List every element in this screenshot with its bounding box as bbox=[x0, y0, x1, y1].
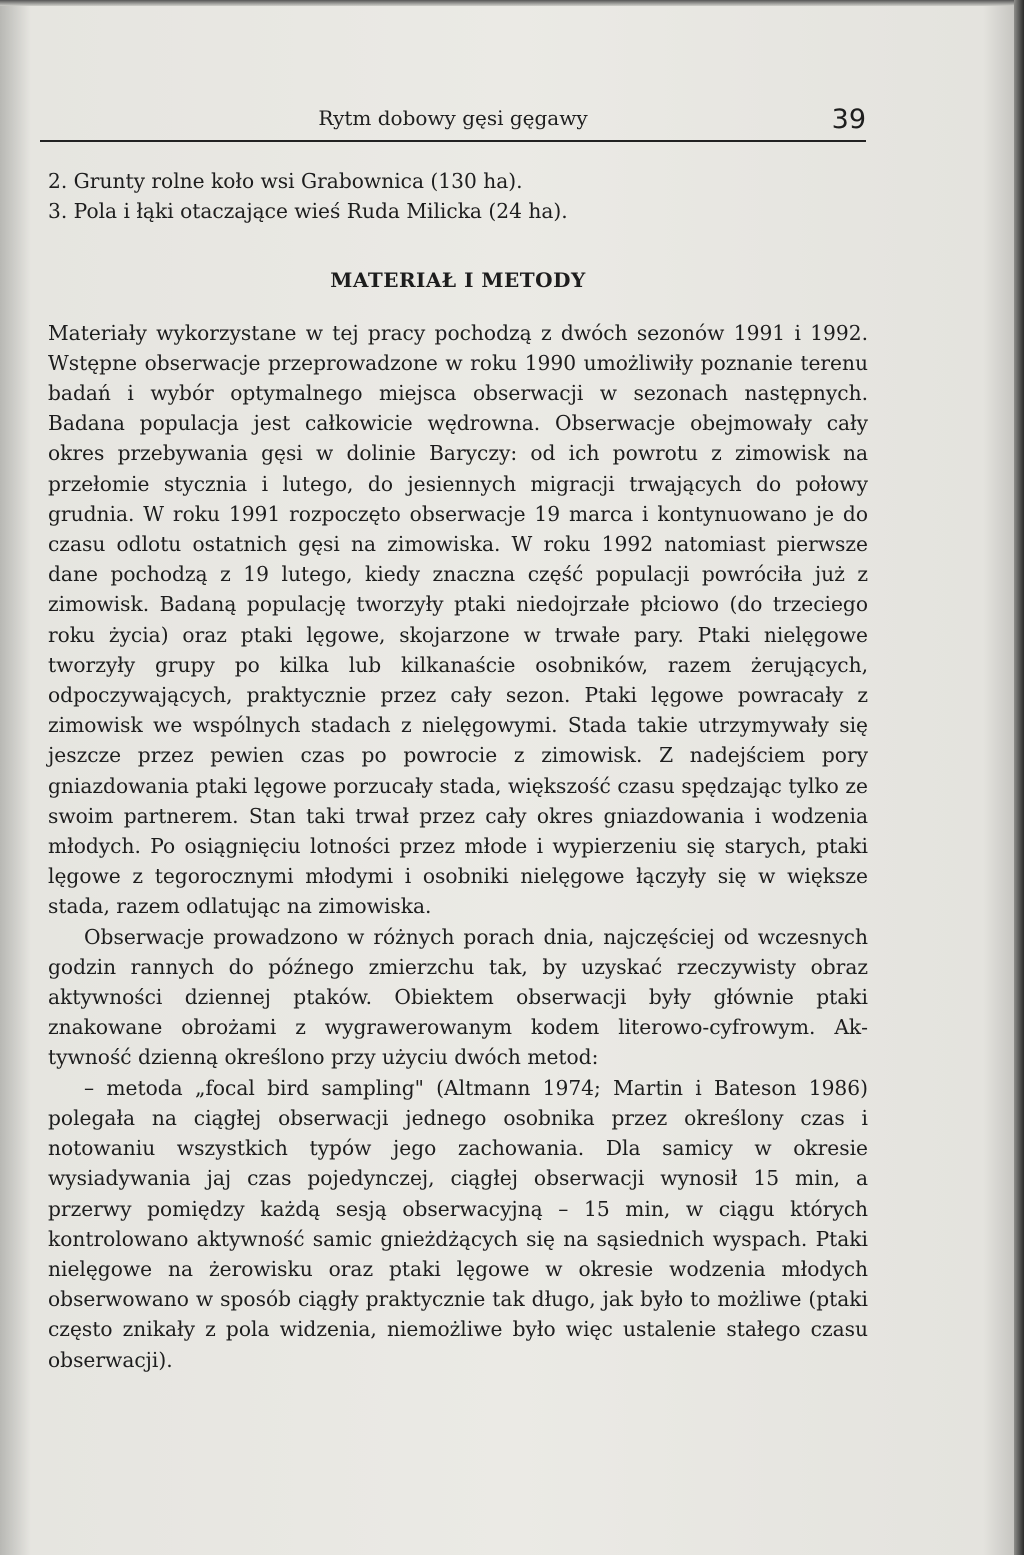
list-item: 3. Pola i łąki otaczające wieś Ruda Milicka (24 ha). bbox=[48, 199, 568, 224]
paragraph-materials: Materiały wykorzystane w tej pracy pochodzą z dwóch sezonów 1991 i 1992. Wstępne obserwacje przeprowadzone w roku 1990 umożliwiły poznanie terenu badań i wybór optymalnego miejsca obserwacji w sezonach następnych. Badana populacja jest całkowicie wędrowna. Obserwacje obejmowały cały okres przebywania gęsi w dolinie Baryczy: od ich powrotu z zimowisk na przełomie stycznia i lutego, do jesiennych migracji trwających do połowy grudnia. W roku 1991 rozpoczęto obserwacje 19 marca i kontynuowano je do czasu odlotu ostatnich gęsi na zimowiska. W roku 1992 natomiast pierwsze dane pochodzą z 19 lutego, kiedy znaczna część populacji powróciła już z zimowisk. Badaną populację tworzyły ptaki niedojrzałe płciowo (do trzeciego roku życia) oraz ptaki lęgowe, skojarzone w trwałe pary. Ptaki nielęgowe tworzyły grupy po kilka lub kilkanaście osobników, razem żerujących, odpoczywających, praktycznie przez cały sezon. Ptaki lęgowe powracały z zimowisk we wspólnych stadach z nielęgowymi. Stada takie utrzymywały się jeszcze przez pewien czas po powrocie z zimowisk. Z nadejściem pory gniazdowania ptaki lęgowe porzucały stada, większość czasu spędzając tylko ze swoim partnerem. Stan taki trwał przez cały okres gniazdowania i wodzenia młodych. Po osiągnięciu lotności przez młode i wypierzeniu się starych, ptaki lęgowe z tegorocznymi młodymi i osobniki nielęgowe łączyły się w większe stada, razem odlatując na zimowiska. bbox=[48, 320, 868, 919]
paragraph-focal-bird-method: – metoda „focal bird sampling" (Altmann 1974; Martin i Bateson 1986) polegała na ciągłej obserwacji jednego osobnika przez określony czas i notowaniu wszystkich typów jego zachowania. Dla samicy w okresie wysiadywania jaj czas pojedynczej, ciągłej obserwacji wynosił 15 min, a przerwy pomiędzy każdą sesją obserwacyjną – 15 min, w ciągu których kontrolowano aktywność samic gnieżdżących się na sąsiednich wyspach. Ptaki nielęgowe na żerowisku oraz ptaki lęgowe w okresie wodzenia młodych obserwowano w sposób ciągły praktycznie tak długo, jak było to możliwe (ptaki często znikały z pola widzenia, niemożliwe było więc ustalenie stałego czasu obserwacji). bbox=[48, 1075, 868, 1372]
page-top-edge bbox=[0, 0, 1024, 6]
list-item: 2. Grunty rolne koło wsi Grabownica (130 ha). bbox=[48, 169, 523, 193]
page-body bbox=[48, 166, 868, 1375]
page-right-edge bbox=[1014, 0, 1024, 1555]
paragraph-observations: Obserwacje prowadzono w różnych porach dnia, najczęściej od wczesnych godzin rannych do późnego zmierzchu tak, by uzyskać rzeczywisty obraz aktywności dziennej ptaków. Obiektem obserwacji były głównie ptaki znakowane obrożami z wygrawerowanym kodem literowo-cyfrowym. Aktywność dzienną określono przy użyciu dwóch metod: bbox=[48, 924, 868, 1070]
page-number: 39 bbox=[831, 104, 866, 135]
section-heading: MATERIAŁ I METODY bbox=[330, 268, 586, 293]
page-header bbox=[40, 100, 866, 142]
running-title: Rytm dobowy gęsi gęgawy bbox=[318, 106, 588, 130]
